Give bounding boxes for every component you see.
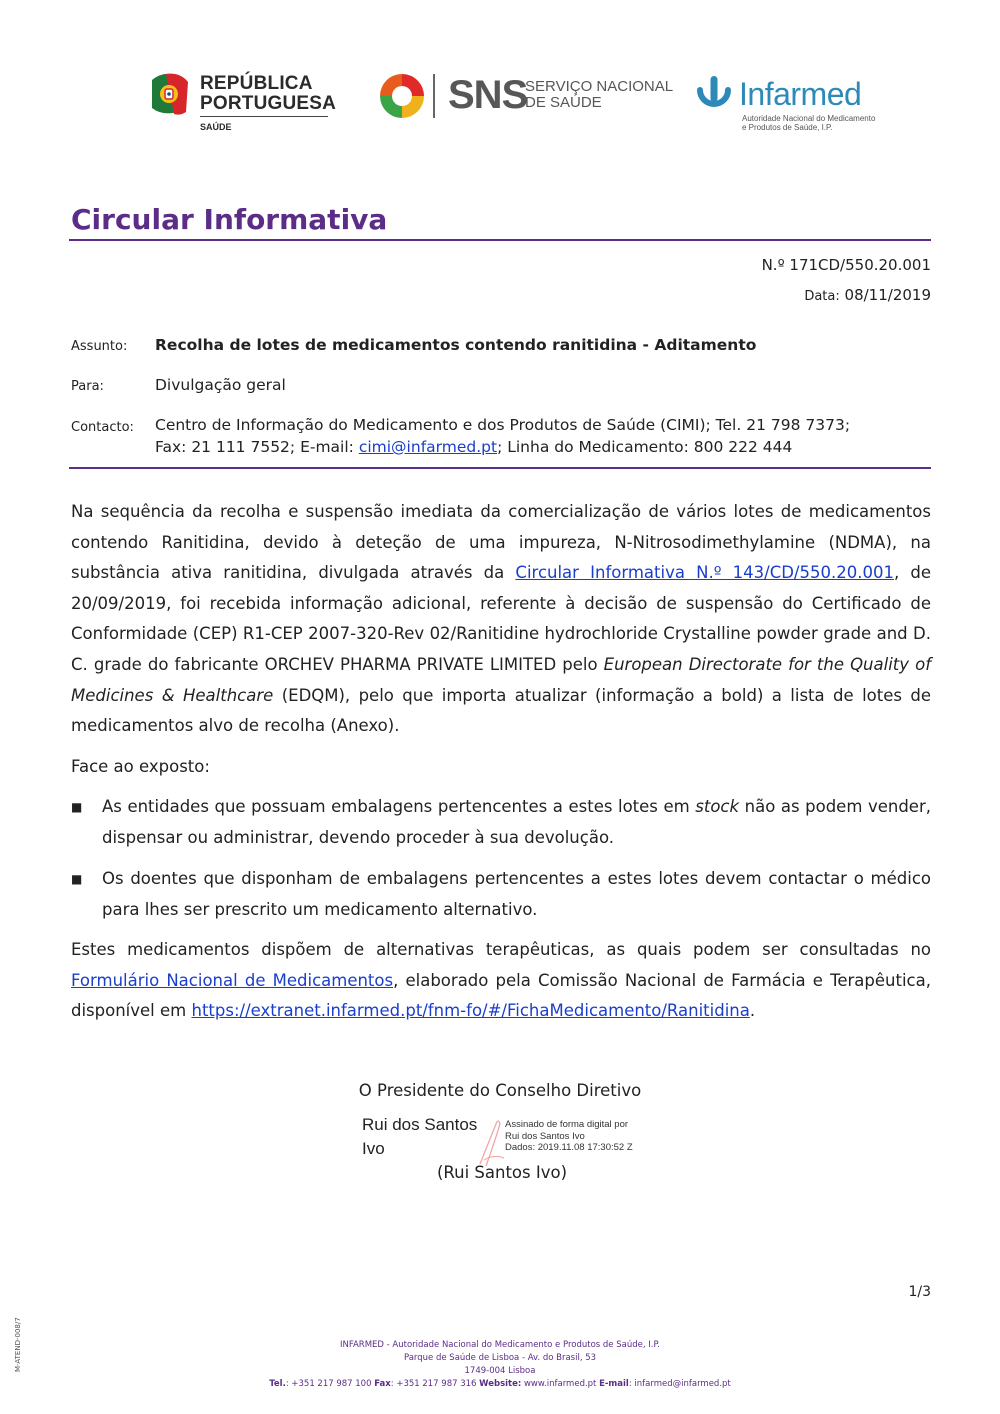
sns-acronym: SNS	[448, 73, 528, 117]
republica-line2: PORTUGUESA	[200, 93, 337, 114]
contact-fax-text: Fax: 21 111 7552; E-mail:	[155, 438, 359, 456]
signature-role: O Presidente do Conselho Diretivo	[358, 1081, 642, 1100]
republica-divider	[200, 116, 328, 117]
signature-printed-name: (Rui Santos Ivo)	[436, 1163, 568, 1182]
bullet-marker-1: ■	[71, 800, 83, 814]
footer-postal: 1749-004 Lisboa	[464, 1366, 536, 1376]
extranet-url-link[interactable]: https://extranet.infarmed.pt/fnm-fo/#/FichaMedicamento/Ranitidina	[191, 1001, 750, 1021]
title-divider	[69, 239, 931, 241]
footer-email-label: E-mail	[599, 1379, 629, 1389]
contact-email-link[interactable]: cimi@infarmed.pt	[358, 438, 498, 456]
signature-name-line1: Rui dos Santos	[362, 1115, 478, 1134]
bullet1-text-b: não as podem vender, dispensar ou administrar, devendo proceder à sua devolução.	[102, 797, 931, 847]
paragraph-intro-text-a: Na sequência da recolha e suspensão imediata da comercialização de vários lotes de medicamentos contendo Ranitidina, devido à deteção de uma impureza, N-Nitrosodimethylamine (NDMA), na substância ativa ranitidina, divulgada através da	[71, 502, 931, 583]
alternatives-text-a: Estes medicamentos dispõem de alternativas terapêuticas, as quais podem ser consultadas no	[71, 940, 931, 959]
contact-line2	[155, 438, 792, 456]
republica-portuguesa-logo	[150, 72, 350, 134]
contact-phone-text: ; Linha do Medicamento: 800 222 444	[497, 438, 793, 456]
bullet-item-1	[102, 792, 931, 853]
subject-label: Assunto:	[71, 339, 128, 354]
infarmed-logo	[694, 72, 874, 134]
infarmed-subtitle-line1: Autoridade Nacional do Medicamento	[742, 114, 876, 123]
paragraph-alternatives	[71, 935, 931, 1027]
infarmed-emblem-icon	[694, 76, 734, 116]
page-number: 1/3	[908, 1284, 931, 1300]
republica-line1: REPÚBLICA	[200, 73, 313, 94]
footer-tel-label: Tel.	[269, 1379, 286, 1389]
to-label: Para:	[71, 379, 104, 394]
infarmed-subtitle-line2: e Produtos de Saúde, I.P.	[742, 123, 833, 132]
edqm-name: European Directorate for the Quality of Medicines & Healthcare	[71, 654, 932, 705]
alternatives-text-b: , elaborado pela Comissão Nacional de Farmácia e Terapêutica, disponível em	[71, 970, 931, 1021]
infarmed-name: Infarmed	[739, 76, 862, 112]
paragraph-intro-text-b: , de 20/09/2019, foi recebida informação adicional, referente à decisão de suspensão do Certificado de Conformidade (CEP) R1-CEP 2007-320-Rev 02/Ranitidine hydrochloride Crystalline powder grade and D. C. grade do fabricante ORCHEV PHARMA PRIVATE LIMITED pelo	[71, 563, 931, 674]
document-number: N.º 171CD/550.20.001	[761, 256, 931, 274]
form-code: M-ATEND-008/7	[14, 1317, 22, 1372]
digital-signature-line3: Dados: 2019.11.08 17:30:52 Z	[505, 1142, 633, 1153]
header-divider	[69, 467, 931, 469]
circular-143-link[interactable]: Circular Informativa N.º 143/CD/550.20.001	[515, 563, 894, 583]
sns-line2: DE SAÚDE	[525, 94, 602, 111]
sns-line1: SERVIÇO NACIONAL	[525, 78, 674, 95]
bullet1-italic: stock	[695, 797, 740, 816]
signature-name-line2: Ivo	[362, 1139, 385, 1158]
bullet-marker-2: ■	[71, 872, 83, 886]
sns-divider	[433, 74, 435, 118]
subject-value: Recolha de lotes de medicamentos contendo ranitidina - Aditamento	[155, 336, 757, 354]
digital-signature-block	[505, 1119, 633, 1154]
sns-logo	[378, 72, 674, 120]
contact-label: Contacto:	[71, 420, 134, 435]
footer-tel: : +351 217 987 100	[285, 1379, 375, 1389]
footer-fax: : +351 217 987 316	[390, 1379, 480, 1389]
bullet-item-2: Os doentes que disponham de embalagens pertencentes a estes lotes devem contactar o médico para lhes ser prescrito um medicamento alternativo.	[102, 869, 931, 919]
to-value: Divulgação geral	[155, 376, 286, 394]
republica-subtitle: SAÚDE	[200, 122, 232, 132]
paragraph-intro	[71, 497, 931, 742]
contact-line1: Centro de Informação do Medicamento e dos Produtos de Saúde (CIMI); Tel. 21 798 7373;	[155, 416, 851, 434]
footer-address: Parque de Saúde de Lisboa - Av. do Brasil, 53	[403, 1353, 597, 1363]
date-label: Data:	[804, 289, 840, 304]
footer-org-name: INFARMED - Autoridade Nacional do Medicamento e Produtos de Saúde, I.P.	[340, 1340, 660, 1350]
date-value: 08/11/2019	[844, 286, 931, 304]
document-date-row	[804, 286, 931, 304]
footer-website-label: Website:	[479, 1379, 522, 1389]
footer-contacts	[0, 1379, 1000, 1389]
digital-signature-line2: Rui dos Santos Ivo	[505, 1130, 585, 1142]
footer-fax-label: Fax	[374, 1379, 391, 1389]
footer-email: : infarmed@infarmed.pt	[628, 1379, 731, 1389]
footer-website: www.infarmed.pt	[521, 1379, 600, 1389]
republica-portuguesa-emblem-icon	[150, 72, 190, 116]
alternatives-text-c: .	[749, 1001, 756, 1021]
paragraph-face-ao-exposto: Face ao exposto:	[71, 757, 210, 776]
formulario-nacional-link[interactable]: Formulário Nacional de Medicamentos	[71, 970, 394, 990]
sns-emblem-icon	[378, 72, 426, 120]
paragraph-intro-text-c: (EDQM), pelo que importa atualizar (informação a bold) a lista de lotes de medicamentos alvo de recolha (Anexo).	[71, 685, 932, 736]
document-title: Circular Informativa	[71, 203, 388, 236]
bullet1-text-a: As entidades que possuam embalagens pertencentes a estes lotes em	[102, 797, 696, 816]
digital-signature-line1: Assinado de forma digital por	[505, 1119, 629, 1130]
